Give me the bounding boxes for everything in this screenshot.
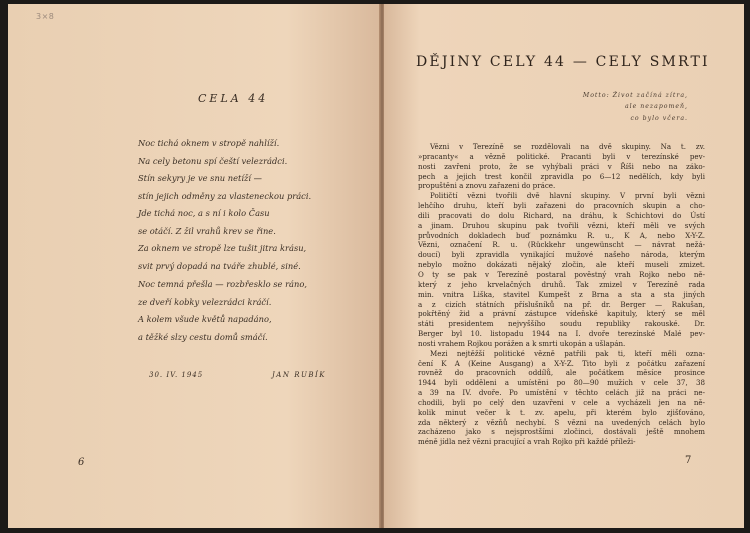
page-number: 7 xyxy=(685,455,692,466)
body-line: a z cizích státních příslušníků na př. dr. Berger — Rakušan, xyxy=(418,299,705,309)
body-line: 1944 byli odděleni a umístěni po 80—90 mužích v cele 37, 38 xyxy=(418,378,705,388)
poem-author: JAN RUBÍK xyxy=(272,371,327,379)
body-line: min. vnitra Liška, stavitel Kumpešt z Brna a sta a sta jiných xyxy=(418,289,705,299)
body-line: pokřtěný žid a právní zástupce vídeňské kapituly, který se měl xyxy=(418,309,705,319)
body-line: nebylo možno dokázati nějaký zločin, ale kteří museli zmizet. xyxy=(418,260,705,270)
body-line: Mezi nejtěžší politické vězně patřili pak ti, kteří měli ozna- xyxy=(430,348,705,358)
body-line: Vězni v Terezíně se rozdělovali na dvě skupiny. Na t. zv. xyxy=(430,142,705,151)
body-line: nosti zavřeni proto, že se vyhýbali práci v Říši nebo na záko- xyxy=(418,161,705,171)
poem-title: CELA 44 xyxy=(198,92,269,105)
body-line: chodili, byli po celý den uzavřeni v cele a vycházeli jen na ně- xyxy=(418,397,705,407)
body-line: doucí) byli zpravidla vynikající mužové našeho národa, kterým xyxy=(418,250,705,260)
body-line: Vězni, označení R. u. (Rückkehr ungewünscht — návrat nežá- xyxy=(418,240,705,250)
poem-line: stín jejich odměny za vlasteneckou práci. xyxy=(138,190,312,201)
body-line: pech a jejich trest končil zpravidla po 6—12 nedělích, kdy byli xyxy=(418,171,705,181)
chapter-body xyxy=(418,142,705,447)
right-page xyxy=(384,4,744,528)
poem-stanza xyxy=(138,276,307,346)
body-line: dili pracovati do dolu Richard, na dráhu, k Schichtovi do Ústí xyxy=(418,210,705,220)
poem-line: a těžké slzy cestu domů smáčí. xyxy=(138,331,268,342)
pencil-mark: 3×8 xyxy=(36,12,55,21)
poem-line: Jde tichá noc, a s ní i kolo Času xyxy=(138,208,270,218)
body-line: méně jídla než vězni pracující a vrah Rojko při každé příleži- xyxy=(418,437,636,447)
poem-line: Za oknem ve stropě lze tušit jitra krásu, xyxy=(138,243,307,254)
body-line: Berger byl 10. listopadu 1944 na I. dvoře terezínské Malé pev- xyxy=(418,329,705,339)
body-line: lehčího druhu, kteří byli zařazeni do pracovních skupin a cho- xyxy=(418,201,705,211)
page-number: 6 xyxy=(78,457,85,468)
poem-line: Noc tichá oknem v stropě nahlíží. xyxy=(138,138,280,148)
body-line: rovněž do pracovních oddílů, ale počátkem měsíce prosince xyxy=(418,368,705,378)
body-line: a 39 na IV. dvoře. Po umístění v těchto celách již na práci ne- xyxy=(418,388,705,398)
poem-line: Noc temná přešla — rozbřesklo se ráno, xyxy=(138,279,307,289)
motto-line: Motto: Život začíná zítra, xyxy=(582,92,688,99)
body-line: státi presidentem nejvyššího soudu republiky rakouské. Dr. xyxy=(418,319,705,329)
poem-date: 30. IV. 1945 xyxy=(149,371,204,379)
body-line: a jinam. Druhou skupinu pak tvořili vězni, kteří měli ve svých xyxy=(418,220,705,230)
body-line: kolik minut večer k t. zv. apelu, při kterém bylo zjišťováno, xyxy=(418,407,705,417)
chapter-title: DĚJINY CELY 44 — CELY SMRTI xyxy=(416,54,710,70)
body-line: propuštěni a znovu zařazeni do práce. xyxy=(418,181,556,191)
body-line: nosti vrahem Rojkou porážen a k smrti ukopán a ušlapán. xyxy=(418,338,626,348)
body-line: čení K A (Keine Ausgang) a X-Y-Z. Tito byli z počátku zařazení xyxy=(418,358,705,368)
poem-line: Na cely betonu spí čeští velezrádci. xyxy=(138,155,288,166)
poem-stanza xyxy=(138,135,311,205)
body-line: Političtí vězni tvořili dvě hlavní skupiny. V první byli vězni xyxy=(430,191,705,201)
motto-line: co bylo včera. xyxy=(630,114,688,122)
body-line: zacházeno jako s nejsprostšími zločinci, dostávali ještě mnohem xyxy=(418,427,705,437)
motto-line: ale nezapomeň, xyxy=(624,103,688,111)
poem-line: ze dveří kobky velezrádci kráčí. xyxy=(138,296,272,307)
poem-line: svit prvý dopadá na tváře zhublé, siné. xyxy=(138,260,301,271)
poem-line: se otáčí. Z žil vrahů krev se řine. xyxy=(138,225,276,236)
body-line: průvodních dokladech buď poznámku R. u., K A, nebo X-Y-Z. xyxy=(418,230,705,240)
poem-stanza xyxy=(138,205,306,275)
body-line: zda některý z vězňů nechybí. S vězni na uvedených celách bylo xyxy=(418,417,705,427)
body-line: který z jeho krvelačných druhů. Tak zmizel v Terezíně rada xyxy=(418,279,705,289)
left-page xyxy=(8,4,380,528)
body-line: O ty se pak v Terezíně postaral pověstný vrah Rojko nebo ně- xyxy=(418,269,705,279)
body-line: »pracanty« a vězně politické. Pracanti byli v terezínské pev- xyxy=(418,151,705,161)
poem-line: A kolem všude květů napadáno, xyxy=(138,314,272,325)
poem-line: Stín sekyry je ve snu netíží — xyxy=(138,173,262,184)
motto xyxy=(583,90,688,124)
